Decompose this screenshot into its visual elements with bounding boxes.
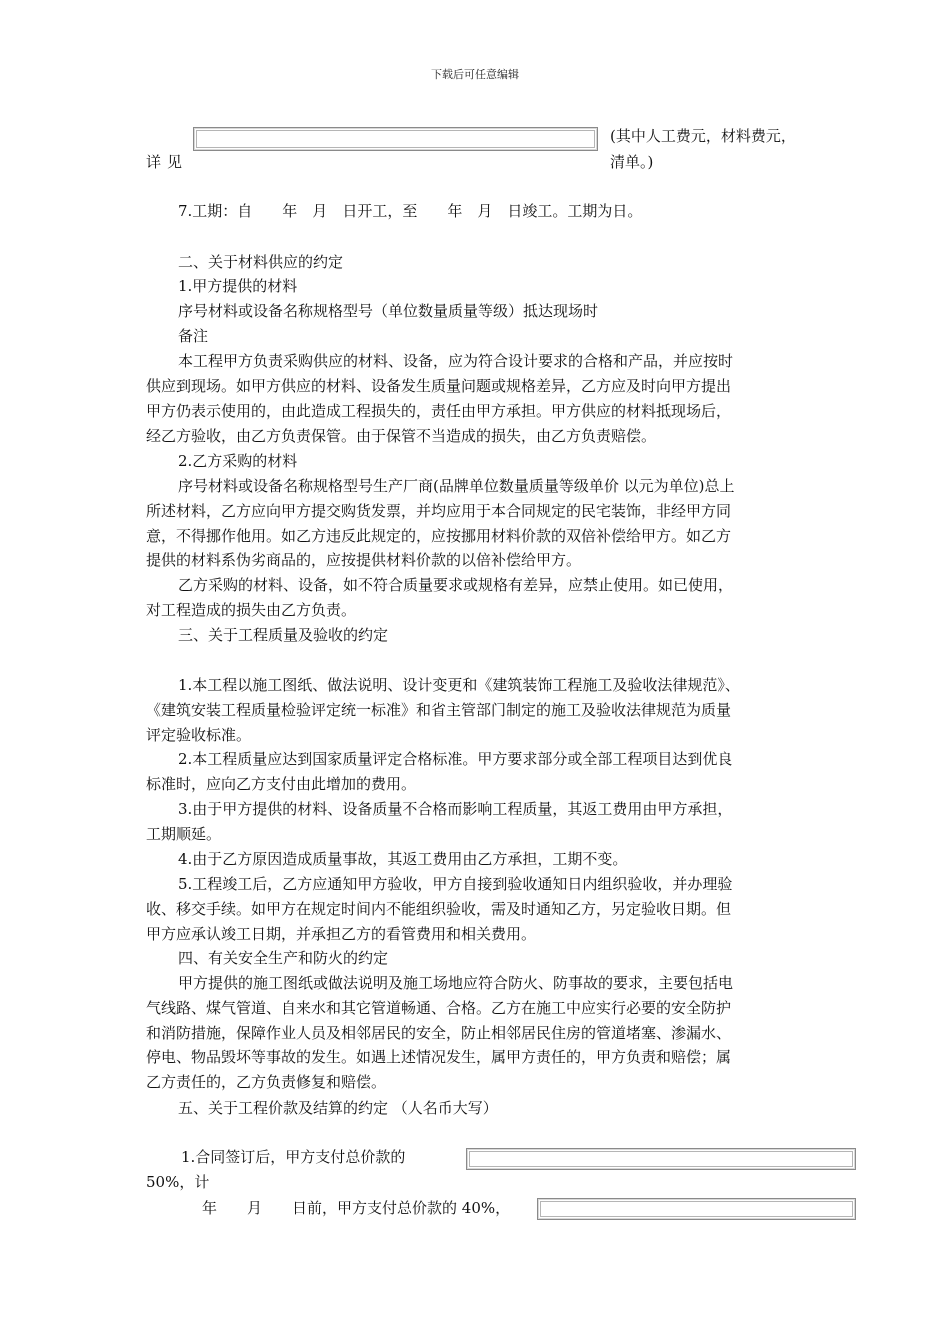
text-line: 《建筑安装工程质量检验评定统一标准》和省主管部门制定的施工及验收法律规范为质量 bbox=[146, 701, 732, 719]
payment-1-percent: 50%，计 bbox=[146, 1173, 210, 1191]
text-line: 5.工程竣工后，乙方应通知甲方验收，甲方自接到验收通知日内组织验收，并办理验 bbox=[178, 875, 733, 893]
text-line: 意，不得挪作他用。如乙方违反此规定的，应按挪用材料价款的双倍补偿给甲方。如乙方 bbox=[146, 527, 732, 545]
section-2-title: 二、关于材料供应的约定 bbox=[178, 253, 344, 271]
text-line: 提供的材料系伪劣商品的，应按提供材料价款的以倍补偿给甲方。 bbox=[146, 551, 582, 569]
text-line: 序号材料或设备名称规格型号生产厂商(品牌单位数量质量等级单价 以元为单位)总上 bbox=[178, 477, 735, 495]
text-line: 停电、物品毁坏等事故的发生。如遇上述情况发生，属甲方责任的，甲方负责和赔偿；属 bbox=[146, 1048, 732, 1066]
text-line: 对工程造成的损失由乙方负责。 bbox=[146, 601, 357, 619]
materials-table-header: 序号材料或设备名称规格型号（单位数量质量等级）抵达现场时 bbox=[178, 302, 599, 320]
payment-1-amount-field[interactable] bbox=[466, 1148, 856, 1170]
total-cost-field[interactable] bbox=[193, 127, 598, 151]
section-3-title: 三、关于工程质量及验收的约定 bbox=[178, 626, 389, 644]
text-line: 甲方仍表示使用的，由此造成工程损失的，责任由甲方承担。甲方供应的材料抵现场后， bbox=[146, 402, 732, 420]
text-line: 乙方采购的材料、设备，如不符合质量要求或规格有差异，应禁止使用。如已使用， bbox=[178, 576, 734, 594]
text-line: 气线路、煤气管道、自来水和其它管道畅通、合格。乙方在施工中应实行必要的安全防护 bbox=[146, 999, 732, 1017]
text-line: 评定验收标准。 bbox=[146, 726, 252, 744]
section-4-title: 四、有关安全生产和防火的约定 bbox=[178, 949, 389, 967]
text-line: 供应到现场。如甲方供应的材料、设备发生质量问题或规格差异，乙方应及时向甲方提出 bbox=[146, 377, 732, 395]
cost-prefix: 详见 bbox=[146, 153, 189, 171]
payment-2-label: 年 月 日前，甲方支付总价款的 40%， bbox=[202, 1199, 511, 1217]
text-line: 1.本工程以施工图纸、做法说明、设计变更和《建筑装饰工程施工及验收法律规范》、 bbox=[178, 676, 740, 694]
page-header-note: 下载后可任意编辑 bbox=[431, 68, 519, 81]
text-line: 工期顺延。 bbox=[146, 825, 222, 843]
cost-suffix-line-1: (其中人工费元，材料费元， bbox=[610, 127, 796, 145]
text-line: 和消防措施，保障作业人员及相邻居民的安全，防止相邻居民住房的管道堵塞、渗漏水、 bbox=[146, 1024, 732, 1042]
text-line: 经乙方验收，由乙方负责保管。由于保管不当造成的损失，由乙方负责赔偿。 bbox=[146, 427, 657, 445]
text-line: 甲方提供的施工图纸或做法说明及施工场地应符合防火、防事故的要求，主要包括电 bbox=[178, 974, 734, 992]
text-line: 本工程甲方负责采购供应的材料、设备，应为符合设计要求的合格和产品，并应按时 bbox=[178, 352, 734, 370]
text-line: 收、移交手续。如甲方在规定时间内不能组织验收，需及时通知乙方，另定验收日期。但 bbox=[146, 900, 732, 918]
text-line: 标准时，应向乙方支付由此增加的费用。 bbox=[146, 775, 417, 793]
cost-suffix-line-2: 清单。) bbox=[610, 153, 654, 171]
materials-table-remark: 备注 bbox=[178, 327, 209, 345]
text-line: 所述材料，乙方应向甲方提交购货发票，并均应用于本合同规定的民宅装饰，非经甲方同 bbox=[146, 502, 732, 520]
payment-2-amount-field[interactable] bbox=[537, 1198, 856, 1220]
text-line: 3.由于甲方提供的材料、设备质量不合格而影响工程质量，其返工费用由甲方承担， bbox=[178, 800, 733, 818]
section-5-title: 五、关于工程价款及结算的约定 （人名币大写） bbox=[178, 1099, 498, 1117]
text-line: 乙方责任的，乙方负责修复和赔偿。 bbox=[146, 1073, 387, 1091]
text-line: 4.由于乙方原因造成质量事故，其返工费用由乙方承担，工期不变。 bbox=[178, 850, 628, 868]
text-line: 甲方应承认竣工日期，并承担乙方的看管费用和相关费用。 bbox=[146, 925, 537, 943]
text-line: 2.本工程质量应达到国家质量评定合格标准。甲方要求部分或全部工程项目达到优良 bbox=[178, 750, 733, 768]
section-2-sub-2: 2.乙方采购的材料 bbox=[178, 452, 298, 470]
section-2-sub-1: 1.甲方提供的材料 bbox=[178, 277, 298, 295]
payment-1-label: 1.合同签订后，甲方支付总价款的 bbox=[181, 1148, 406, 1166]
construction-period: 7.工期：自 年 月 日开工，至 年 月 日竣工。工期为日。 bbox=[178, 202, 643, 220]
